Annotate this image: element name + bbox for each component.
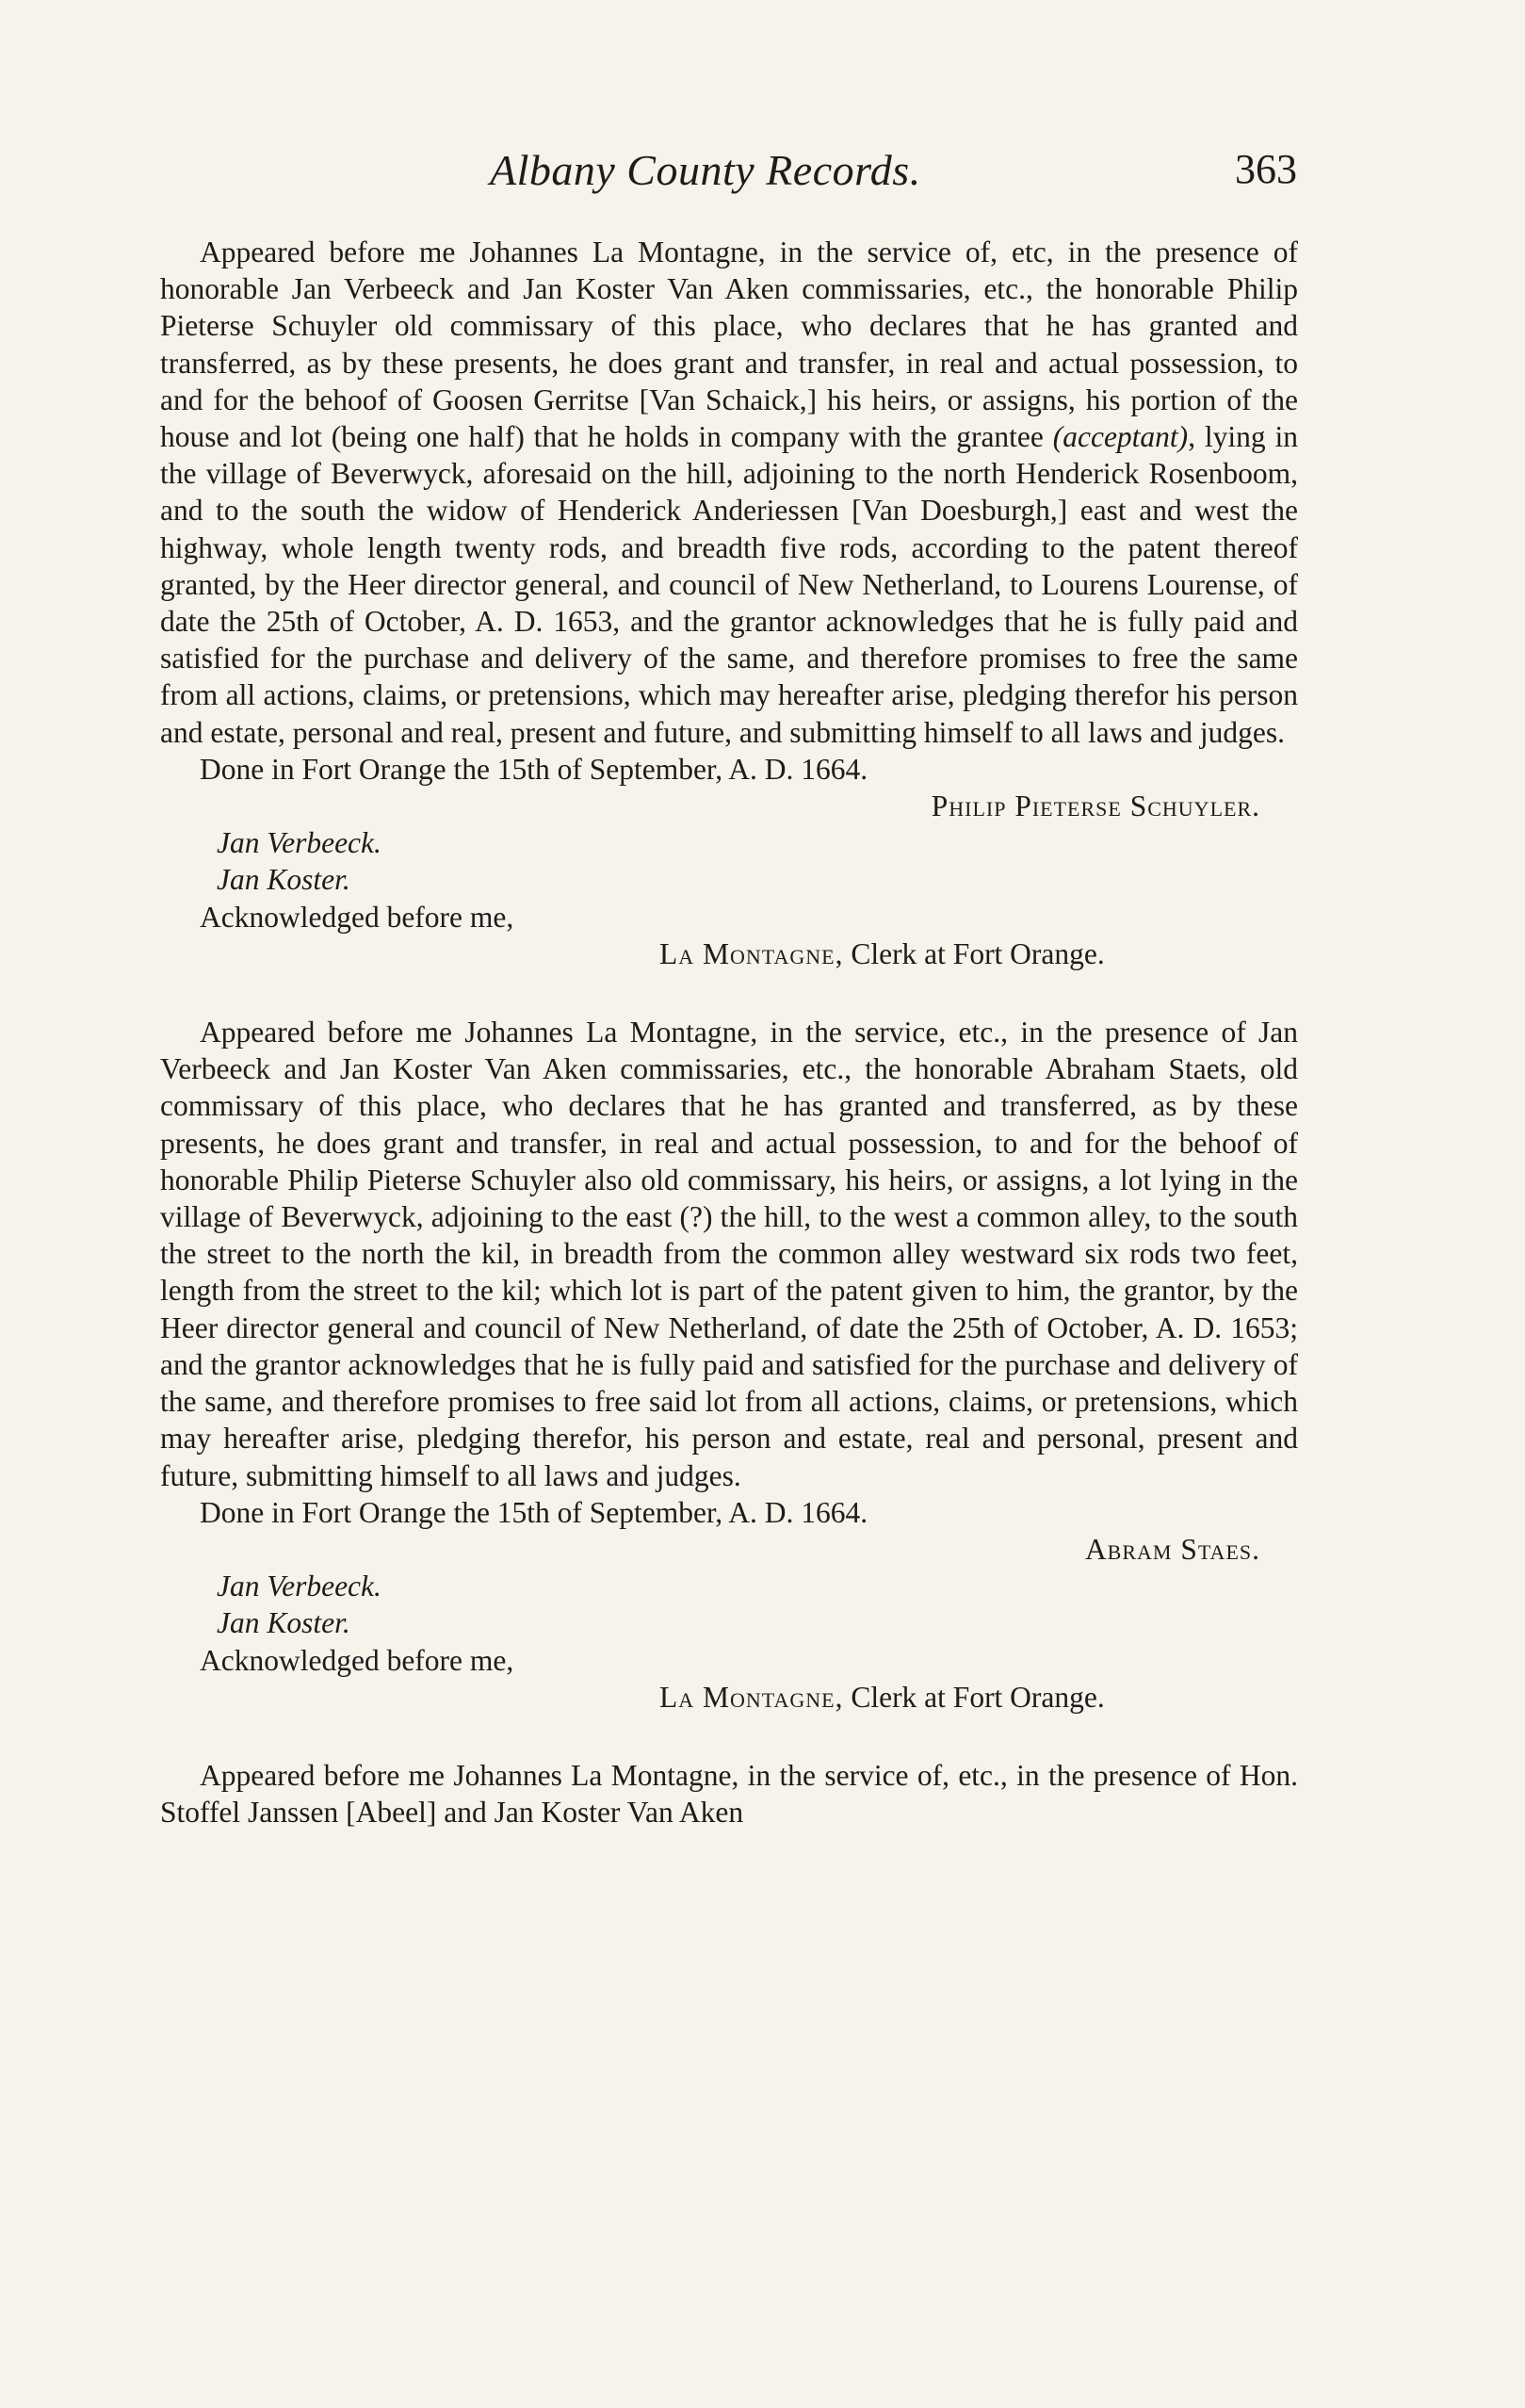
record-2-clerk-name: La Montagne, <box>659 1680 844 1714</box>
record-2-signature: Abram Staes. <box>1084 1532 1260 1566</box>
record-1-italic: (acceptant) <box>1052 420 1189 454</box>
record-1-signature: Philip Pieterse Schuyler. <box>931 789 1260 823</box>
record-2-done: Done in Fort Orange the 15th of September, A. D. 1664. <box>200 1495 868 1529</box>
record-2-witness-2: Jan Koster. <box>217 1606 350 1640</box>
record-1-clerk-title: Clerk at Fort Orange. <box>843 936 1105 970</box>
record-1-clerk-name: La Montagne, <box>659 936 844 970</box>
record-2-clerk-title: Clerk at Fort Orange. <box>843 1680 1105 1714</box>
page-number: 363 <box>1235 146 1297 192</box>
page-header <box>0 145 1525 202</box>
running-title: Albany County Records. <box>490 146 921 194</box>
record-1-body <box>160 234 1298 751</box>
record-2-body: Appeared before me Johannes La Montagne, in the service, etc., in the presence of Jan Verbeeck and Jan Koster Van Aken commissaries, etc., the honorable Abraham Staets, old commissary of this place, who declares that he has granted and transferred, as by these presents, he does grant and transfer, in real and actual possession, to and for the behoof of honorable Philip Pieterse Schuyler also old commissary, his heirs, or assigns, a lot lying in the village of Beverwyck, adjoining to the east (?) the hill, to the west a common alley, to the south the street to the north the kil, in breadth from the common alley westward six rods two feet, length from the street to the kil; which lot is part of the patent given to him, the grantor, by the Heer director general and council of New Netherland, of date the 25th of October, A. D. 1653; and the grantor acknowledges that he is fully paid and satisfied for the purchase and delivery of the same, and therefore promises to free said lot from all actions, claims, or pretensions, which may hereafter arise, pledging therefor, his person and estate, real and personal, present and future, submitting himself to all laws and judges. <box>160 1016 1298 1492</box>
record-1-ack: Acknowledged before me, <box>200 900 514 934</box>
record-1-witness-2: Jan Koster. <box>217 863 350 897</box>
record-2-witness-1: Jan Verbeeck. <box>217 1570 381 1603</box>
record-1-clerk <box>160 936 1298 972</box>
record-2-clerk <box>160 1679 1298 1716</box>
record-2-ack: Acknowledged before me, <box>200 1643 514 1677</box>
record-1-done: Done in Fort Orange the 15th of September, A. D. 1664. <box>200 752 868 786</box>
record-1-text-rest: , lying in the village of Beverwyck, aforesaid on the hill, adjoining to the north Henderick Rosenboom, and to the south the widow of Henderick Anderiessen [Van Doesburgh,] east and west the highway, whole length twenty rods, and breadth five rods, according to the patent thereof granted, by the Heer director general, and council of New Netherland, to Lourens Lourense, of date the 25th of October, A. D. 1653, and the grantor acknowledges that he is fully paid and satisfied for the purchase and delivery of the same, and therefore promises to free the same from all actions, claims, or pretensions, which may hereafter arise, pledging therefor his person and estate, personal and real, present and future, and submitting himself to all laws and judges. <box>160 420 1298 749</box>
record-1-text: Appeared before me Johannes La Montagne, in the service of, etc, in the presence of honorable Jan Verbeeck and Jan Koster Van Aken commissaries, etc., the honorable Philip Pieterse Schuyler old commissary of this place, who declares that he has granted and transferred, as by these presents, he does grant and transfer, in real and actual possession, to and for the behoof of Goosen Gerritse [Van Schaick,] his heirs, or assigns, his portion of the house and lot (being one half) that he holds in company with the grantee <box>160 236 1298 454</box>
record-3-body: Appeared before me Johannes La Montagne, in the service of, etc., in the presence of Hon. Stoffel Janssen [Abeel] and Jan Koster Van Aken <box>160 1758 1298 1830</box>
page-body <box>160 234 1298 1830</box>
record-1-witness-1: Jan Verbeeck. <box>217 826 381 860</box>
section-gap <box>160 1716 1298 1757</box>
section-gap <box>160 972 1298 1014</box>
